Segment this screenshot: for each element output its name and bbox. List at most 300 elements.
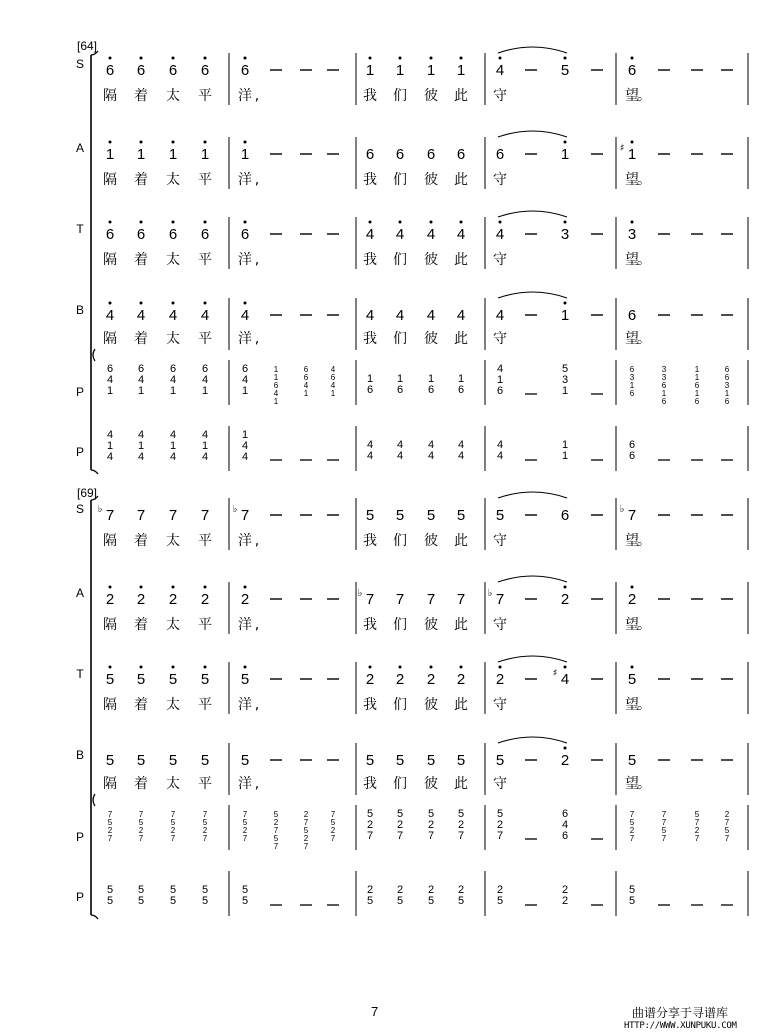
piano-chord-note: 5 [201, 884, 209, 896]
piano-chord-note: 5 [457, 895, 465, 907]
piano-chord-note: 4 [496, 439, 504, 451]
jianpu-note: 4 [560, 671, 570, 688]
jianpu-note: 6 [168, 62, 178, 79]
jianpu-note: 6 [627, 307, 637, 324]
lyric-char: 我 [363, 252, 377, 268]
jianpu-note: 4 [395, 226, 405, 243]
lyric-char: 太 [166, 776, 180, 792]
piano-chord-note: 5 [330, 818, 336, 827]
octave-up-dot [244, 57, 247, 60]
piano-chord-note: 7 [629, 834, 635, 843]
lyric-char: 彼 [424, 776, 438, 792]
piano-chord-note: 4 [106, 451, 114, 463]
lyric-char: , [254, 697, 260, 713]
piano-chord-note: 4 [137, 451, 145, 463]
lyrics-line [103, 775, 651, 792]
piano-chord-note: 6 [303, 373, 309, 382]
piano-chord-note: 5 [661, 826, 667, 835]
lyric-char: 我 [363, 331, 377, 347]
piano-chord-note: 1 [169, 440, 177, 452]
accidental-sign: ♭ [619, 504, 625, 515]
jianpu-note: 4 [426, 226, 436, 243]
jianpu-note: 5 [105, 671, 115, 688]
jianpu-note: 7 [365, 591, 375, 608]
piano-chord-note: 7 [273, 842, 279, 851]
lyric-char: 隔 [103, 776, 117, 792]
jianpu-note: 2 [456, 671, 466, 688]
piano-chord-note: 7 [724, 834, 730, 843]
lyric-char: 太 [166, 172, 180, 188]
lyric-char: 望 [625, 533, 639, 549]
piano-chord-note: 7 [427, 830, 435, 842]
jianpu-note: 2 [200, 591, 210, 608]
lyric-char: 隔 [103, 697, 117, 713]
piano-chord-note: 2 [694, 826, 700, 835]
piano-chord-note: 4 [427, 439, 435, 451]
lyric-char: 隔 [103, 331, 117, 347]
site-url: HTTP://WWW.XUNPUKU.COM [624, 1021, 737, 1031]
octave-up-dot [109, 666, 112, 669]
piano-chord-note: 4 [106, 374, 114, 386]
octave-up-dot [460, 221, 463, 224]
piano-chord-note: 5 [303, 826, 309, 835]
lyric-char: 平 [198, 533, 212, 549]
lyrics-line [103, 532, 651, 549]
piano-chord-note: 2 [561, 884, 569, 896]
jianpu-note: 6 [456, 146, 466, 163]
piano-chord-note: 5 [396, 808, 404, 820]
piano-chord-note: 5 [724, 826, 730, 835]
octave-up-dot [109, 141, 112, 144]
piano-chord-note: 2 [427, 884, 435, 896]
voice-name-label: B [75, 303, 85, 317]
jianpu-note: 5 [456, 507, 466, 524]
tie-slur [498, 131, 567, 137]
jianpu-note: 2 [240, 591, 250, 608]
voice-name-label: S [75, 502, 85, 516]
octave-up-dot [369, 57, 372, 60]
lyric-char: 守 [493, 617, 507, 633]
octave-up-dot [399, 221, 402, 224]
octave-up-dot [631, 141, 634, 144]
piano-chord-note: 7 [396, 830, 404, 842]
accidental-sign: ♭ [357, 588, 363, 599]
lyric-char: 。 [637, 172, 651, 188]
piano-chord-note: 4 [169, 451, 177, 463]
octave-up-dot [460, 666, 463, 669]
piano-chord-note: 6 [629, 389, 635, 398]
jianpu-note: 5 [456, 752, 466, 769]
lyric-char: 此 [454, 617, 468, 633]
jianpu-note: 7 [426, 591, 436, 608]
jianpu-note: 5 [495, 752, 505, 769]
lyric-char: 们 [393, 697, 407, 713]
jianpu-note: 2 [426, 671, 436, 688]
lyric-char: 此 [454, 88, 468, 104]
jianpu-note: 4 [395, 307, 405, 324]
octave-up-dot [172, 666, 175, 669]
piano-chord-note: 1 [201, 385, 209, 397]
lyric-char: 望 [625, 776, 639, 792]
voice-s-row [76, 47, 748, 105]
lyric-char: 太 [166, 617, 180, 633]
jianpu-note: 4 [240, 307, 250, 324]
piano-chord-note: 7 [661, 834, 667, 843]
lyric-char: 隔 [103, 617, 117, 633]
lyric-char: 守 [493, 88, 507, 104]
voice-name-label: A [75, 586, 85, 600]
piano-chord-note: 2 [303, 834, 309, 843]
lyric-char: 着 [134, 252, 148, 268]
lyric-char: 我 [363, 617, 377, 633]
piano-chord-note: 4 [201, 451, 209, 463]
piano-chord-note: 5 [396, 895, 404, 907]
piano-chord-note: 4 [396, 450, 404, 462]
piano-chord-note: 5 [201, 895, 209, 907]
lyric-char: 彼 [424, 252, 438, 268]
jianpu-note: 6 [200, 62, 210, 79]
octave-up-dot [430, 57, 433, 60]
octave-up-dot [244, 221, 247, 224]
piano-chord-note: 3 [661, 365, 667, 374]
octave-up-dot [564, 666, 567, 669]
lyric-char: 洋 [238, 533, 252, 549]
lyric-char: 彼 [424, 331, 438, 347]
jianpu-note: 7 [627, 507, 637, 524]
lyric-char: 望 [625, 252, 639, 268]
lyric-char: 们 [393, 617, 407, 633]
jianpu-note: 5 [395, 752, 405, 769]
lyric-char: 着 [134, 533, 148, 549]
octave-up-dot [204, 221, 207, 224]
measure-number-label: [64] [77, 39, 98, 53]
piano-chord-note: 1 [694, 389, 700, 398]
octave-up-dot [109, 302, 112, 305]
octave-up-dot [460, 57, 463, 60]
octave-up-dot [369, 221, 372, 224]
piano-chord-note: 2 [273, 818, 279, 827]
lyric-char: 我 [363, 697, 377, 713]
lyric-char: 平 [198, 617, 212, 633]
piano-chord-note: 4 [241, 440, 249, 452]
piano-chord-note: 7 [242, 810, 248, 819]
lyric-char: 守 [493, 776, 507, 792]
piano-chord-note: 5 [457, 808, 465, 820]
piano-chord-note: 7 [107, 810, 113, 819]
piano-chord-note: 1 [427, 373, 435, 385]
jianpu-note: 5 [395, 507, 405, 524]
piano-chord-note: 5 [628, 884, 636, 896]
jianpu-note: 6 [105, 226, 115, 243]
octave-up-dot [244, 666, 247, 669]
piano-chord-note: 5 [628, 895, 636, 907]
piano-chord-note: 5 [366, 895, 374, 907]
piano-chord-note: 6 [724, 365, 730, 374]
piano-chord-note: 5 [496, 808, 504, 820]
jianpu-note: 2 [495, 671, 505, 688]
piano-chord-note: 4 [201, 374, 209, 386]
piano-chord-note: 1 [694, 365, 700, 374]
lyric-char: 洋 [238, 617, 252, 633]
lyric-char: , [254, 331, 260, 347]
lyric-char: 隔 [103, 533, 117, 549]
piano-chord-note: 7 [273, 826, 279, 835]
piano-chord-note: 4 [366, 450, 374, 462]
piano-chord-note: 2 [396, 819, 404, 831]
jianpu-note: 6 [395, 146, 405, 163]
lyric-char: 太 [166, 331, 180, 347]
piano-chord-note: 7 [694, 834, 700, 843]
piano-chord-note: 2 [724, 810, 730, 819]
tie-slur [498, 292, 567, 298]
octave-up-dot [140, 57, 143, 60]
piano-chord-note: 1 [561, 439, 569, 451]
octave-up-dot [244, 302, 247, 305]
lyric-char: 望 [625, 88, 639, 104]
jianpu-note: 7 [136, 507, 146, 524]
octave-up-dot [172, 221, 175, 224]
lyric-char: 彼 [424, 617, 438, 633]
octave-up-dot [140, 302, 143, 305]
piano-chord-note: 2 [202, 826, 208, 835]
piano-chord-note: 1 [273, 397, 279, 406]
lyric-char: 洋 [238, 776, 252, 792]
piano-chord-note: 1 [629, 381, 635, 390]
jianpu-note: 6 [136, 62, 146, 79]
jianpu-note: 4 [105, 307, 115, 324]
lyric-char: 守 [493, 331, 507, 347]
piano-chord-note: 1 [169, 385, 177, 397]
lyric-char: , [254, 617, 260, 633]
accidental-sign: ♯ [619, 143, 625, 154]
voice-t-row [76, 211, 748, 269]
piano-chord-note: 7 [724, 818, 730, 827]
piano-brace [93, 349, 95, 361]
octave-up-dot [140, 221, 143, 224]
lyric-char: 隔 [103, 88, 117, 104]
piano-chord-note: 5 [137, 884, 145, 896]
piano-chord-note: 6 [628, 439, 636, 451]
piano-chord-note: 6 [661, 381, 667, 390]
piano-chord-note: 2 [457, 819, 465, 831]
piano-chord-note: 2 [629, 826, 635, 835]
lyric-char: , [254, 252, 260, 268]
piano-chord-note: 1 [396, 373, 404, 385]
jianpu-note: 4 [426, 307, 436, 324]
piano-chord-note: 6 [273, 381, 279, 390]
piano-chord-note: 6 [694, 381, 700, 390]
voice-p-row [76, 426, 748, 471]
lyric-char: 此 [454, 776, 468, 792]
jianpu-note: 4 [495, 226, 505, 243]
jianpu-note: 5 [240, 671, 250, 688]
lyric-char: 。 [637, 331, 651, 347]
piano-chord-note: 1 [241, 385, 249, 397]
piano-chord-note: 3 [561, 374, 569, 386]
tie-slur [498, 492, 567, 498]
piano-chord-note: 2 [457, 884, 465, 896]
jianpu-note: 1 [105, 146, 115, 163]
octave-up-dot [140, 666, 143, 669]
voice-name-label: T [76, 667, 84, 681]
jianpu-note: 7 [168, 507, 178, 524]
octave-up-dot [499, 221, 502, 224]
piano-chord-note: 4 [241, 374, 249, 386]
score-system-2 [76, 486, 748, 919]
tie-slur [498, 656, 567, 662]
jianpu-note: 5 [168, 671, 178, 688]
jianpu-note: 4 [365, 307, 375, 324]
piano-chord-note: 6 [457, 384, 465, 396]
piano-chord-note: 6 [241, 363, 249, 375]
piano-chord-note: 2 [107, 826, 113, 835]
jianpu-note: 5 [200, 752, 210, 769]
accidental-sign: ♯ [552, 668, 558, 679]
piano-chord-note: 5 [169, 884, 177, 896]
piano-chord-note: 5 [170, 818, 176, 827]
piano-chord-note: 4 [457, 439, 465, 451]
lyric-char: 着 [134, 776, 148, 792]
jianpu-note: 4 [136, 307, 146, 324]
piano-chord-note: 7 [303, 818, 309, 827]
octave-up-dot [564, 302, 567, 305]
piano-chord-note: 2 [330, 826, 336, 835]
piano-chord-note: 1 [137, 385, 145, 397]
piano-chord-note: 7 [170, 810, 176, 819]
piano-chord-note: 6 [694, 397, 700, 406]
jianpu-note: 4 [495, 307, 505, 324]
lyric-char: 守 [493, 172, 507, 188]
octave-up-dot [430, 221, 433, 224]
piano-chord-note: 1 [724, 389, 730, 398]
lyric-char: 此 [454, 533, 468, 549]
octave-up-dot [564, 57, 567, 60]
jianpu-note: 5 [168, 752, 178, 769]
piano-chord-note: 7 [170, 834, 176, 843]
piano-chord-note: 2 [427, 819, 435, 831]
piano-chord-note: 5 [241, 884, 249, 896]
lyric-char: 守 [493, 533, 507, 549]
piano-chord-note: 7 [138, 810, 144, 819]
piano-chord-note: 1 [661, 389, 667, 398]
piano-chord-note: 1 [106, 440, 114, 452]
voice-b-row [76, 737, 748, 795]
piano-chord-note: 5 [694, 810, 700, 819]
octave-up-dot [172, 586, 175, 589]
jianpu-note: 5 [426, 752, 436, 769]
piano-chord-note: 2 [242, 826, 248, 835]
lyrics-line [103, 87, 651, 104]
piano-chord-note: 1 [561, 385, 569, 397]
lyric-char: 彼 [424, 533, 438, 549]
piano-chord-note: 6 [561, 808, 569, 820]
voice-name-label: P [75, 385, 85, 399]
lyric-char: 们 [393, 88, 407, 104]
piano-chord-note: 4 [273, 389, 279, 398]
piano-chord-note: 5 [561, 363, 569, 375]
jianpu-note: 5 [240, 752, 250, 769]
piano-chord-note: 1 [241, 429, 249, 441]
jianpu-note: 4 [456, 226, 466, 243]
piano-chord-note: 5 [366, 808, 374, 820]
page-number: 7 [371, 1004, 379, 1019]
octave-up-dot [109, 221, 112, 224]
octave-up-dot [499, 666, 502, 669]
piano-chord-note: 7 [629, 810, 635, 819]
piano-chord-note: 7 [138, 834, 144, 843]
octave-up-dot [369, 666, 372, 669]
piano-chord-note: 1 [694, 373, 700, 382]
octave-up-dot [172, 57, 175, 60]
jianpu-note: 1 [560, 307, 570, 324]
octave-up-dot [399, 666, 402, 669]
piano-chord-note: 3 [661, 373, 667, 382]
piano-chord-note: 4 [427, 450, 435, 462]
jianpu-note: 1 [136, 146, 146, 163]
lyric-char: 洋 [238, 331, 252, 347]
lyric-char: 。 [637, 88, 651, 104]
lyric-char: 我 [363, 172, 377, 188]
piano-chord-note: 6 [496, 385, 504, 397]
site-credit: 曲谱分享于寻谱库 [632, 1006, 729, 1020]
piano-chord-note: 2 [496, 884, 504, 896]
voice-b-row [76, 292, 748, 350]
accidental-sign: ♭ [232, 504, 238, 515]
piano-chord-note: 5 [427, 895, 435, 907]
piano-chord-note: 1 [303, 389, 309, 398]
lyric-char: 。 [637, 252, 651, 268]
jianpu-note: 1 [240, 146, 250, 163]
piano-chord-note: 4 [106, 429, 114, 441]
voice-name-label: P [75, 445, 85, 459]
lyric-char: 们 [393, 533, 407, 549]
piano-chord-note: 5 [427, 808, 435, 820]
piano-chord-note: 1 [457, 373, 465, 385]
jianpu-note: 5 [627, 671, 637, 688]
jianpu-note: 6 [240, 226, 250, 243]
lyric-char: 洋 [238, 252, 252, 268]
voice-p-row [76, 805, 748, 851]
lyric-char: 隔 [103, 172, 117, 188]
lyric-char: 彼 [424, 88, 438, 104]
piano-chord-note: 5 [106, 884, 114, 896]
jianpu-note: 4 [200, 307, 210, 324]
piano-chord-note: 2 [170, 826, 176, 835]
piano-chord-note: 6 [629, 365, 635, 374]
piano-chord-note: 7 [107, 834, 113, 843]
jianpu-note: 3 [560, 226, 570, 243]
jianpu-note: 5 [200, 671, 210, 688]
lyric-char: 望 [625, 697, 639, 713]
jianpu-note: 7 [395, 591, 405, 608]
lyric-char: 洋 [238, 172, 252, 188]
lyric-char: 太 [166, 88, 180, 104]
jianpu-note: 1 [365, 62, 375, 79]
tie-slur [498, 211, 567, 217]
piano-chord-note: 7 [694, 818, 700, 827]
piano-chord-note: 1 [106, 385, 114, 397]
piano-chord-note: 7 [202, 834, 208, 843]
jianpu-note: 2 [560, 591, 570, 608]
piano-chord-note: 2 [366, 884, 374, 896]
jianpu-note: 2 [395, 671, 405, 688]
piano-chord-note: 1 [561, 450, 569, 462]
jianpu-note: 6 [168, 226, 178, 243]
jianpu-note: 6 [627, 62, 637, 79]
piano-chord-note: 4 [457, 450, 465, 462]
piano-chord-note: 5 [629, 818, 635, 827]
jianpu-note: 5 [105, 752, 115, 769]
